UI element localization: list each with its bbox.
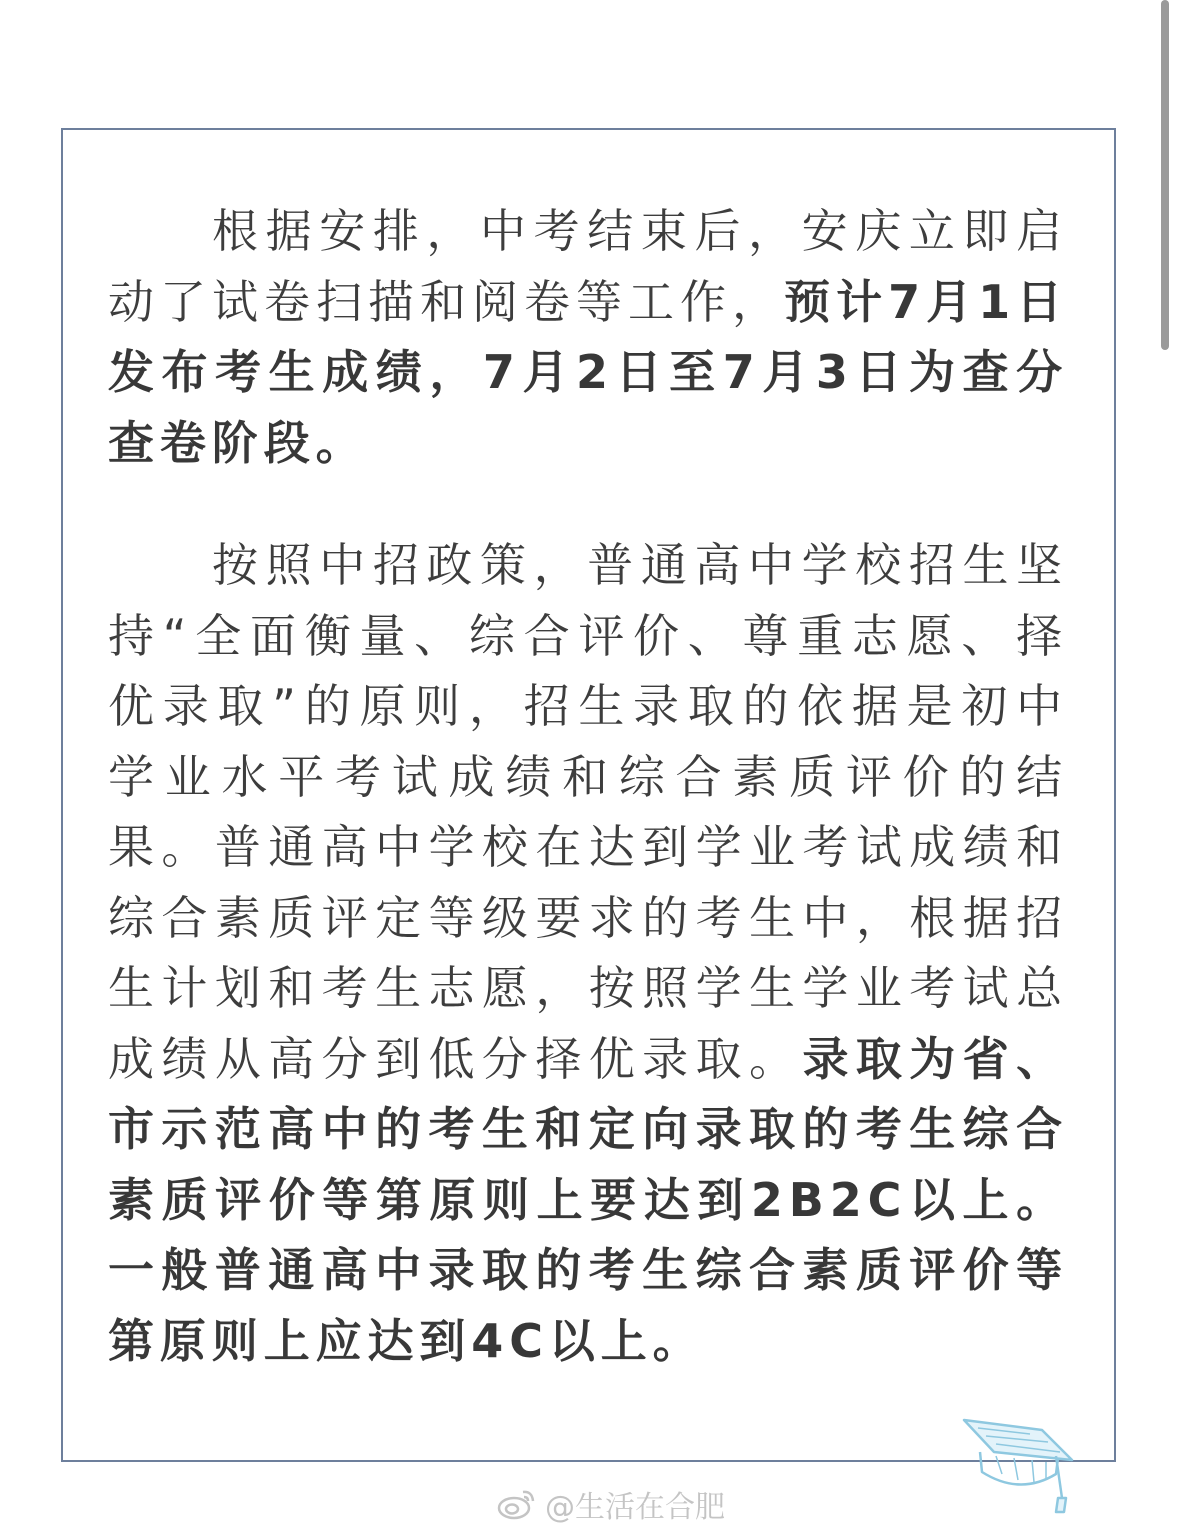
scrollbar[interactable] [1161, 0, 1169, 350]
weibo-icon [497, 1487, 537, 1521]
paragraph-admission-policy [108, 530, 1068, 1376]
article-body [108, 196, 1068, 1428]
paragraph-policy-text: 按照中招政策，普通高中学校招生坚持“全面衡量、综合评价、尊重志愿、择优录取”的原则，招生录取的依据是初中学业水平考试成绩和综合素质评价的结果。普通高中学校在达到学业考试成绩和综合素质评定等级要求的考生中，根据招生计划和考生志愿，按照学生学业考试总成绩从高分到低分择优录取。 [108, 538, 1068, 1086]
paragraph-schedule-text: 根据安排，中考结束后，安庆立即启动了试卷扫描和阅卷等工作， [108, 204, 1068, 329]
watermark [497, 1482, 725, 1526]
graduation-cap-icon [960, 1412, 1080, 1522]
paragraph-schedule [108, 196, 1068, 478]
paragraph-schedule-highlight: 预计7月1日发布考生成绩，7月2日至7月3日为查分查卷阶段。 [108, 274, 1068, 470]
paragraph-policy-highlight: 录取为省、市示范高中的考生和定向录取的考生综合素质评价等第原则上要达到2B2C以上。一般普通高中录取的考生综合素质评价等第原则上应达到4C以上。 [108, 1031, 1069, 1368]
watermark-text: @生活在合肥 [545, 1490, 725, 1525]
